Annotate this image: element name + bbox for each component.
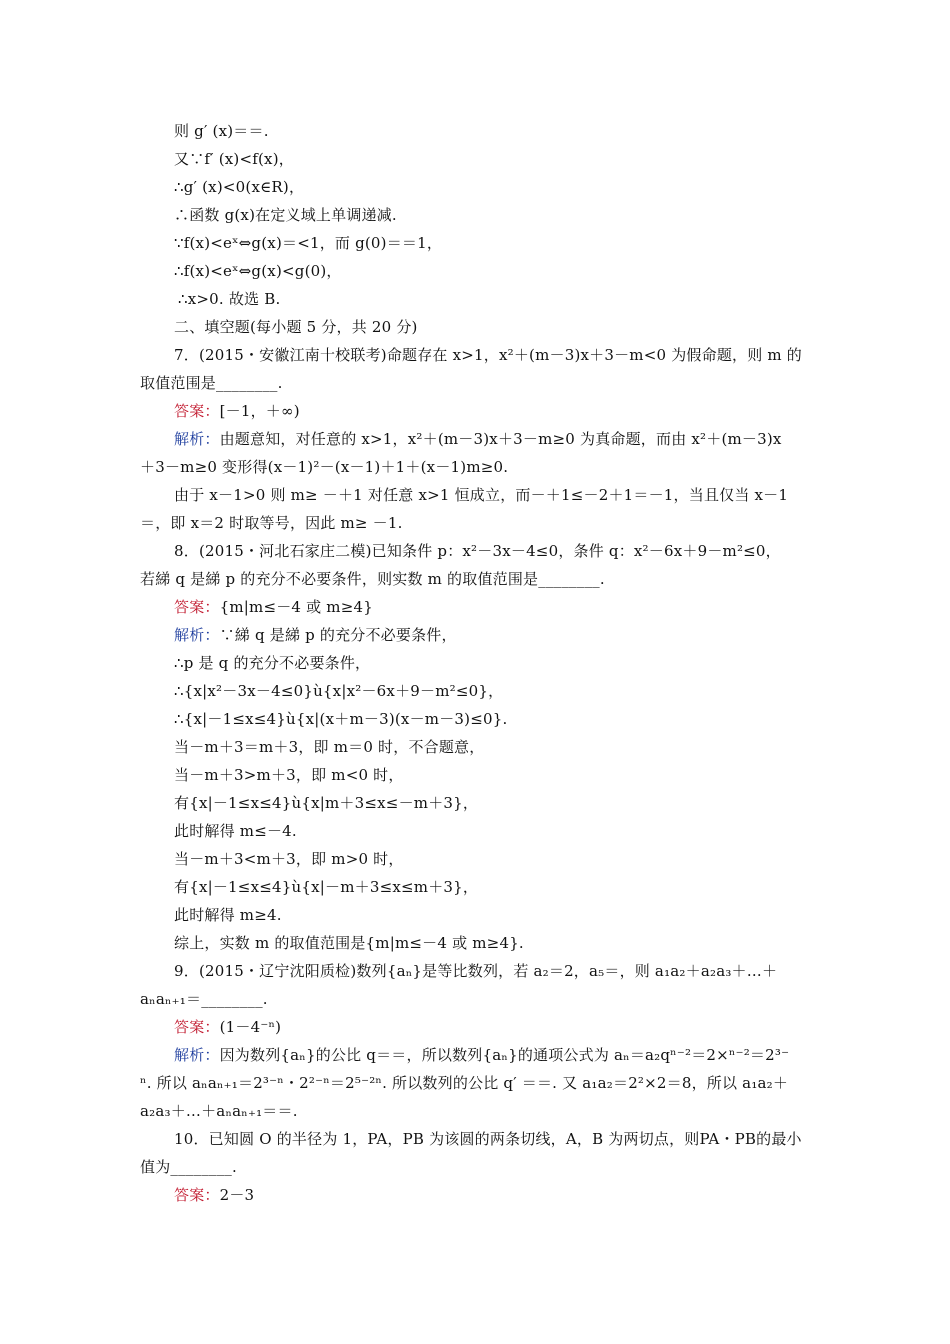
text-line: ∴p 是 q 的充分不必要条件， [174,654,371,672]
text-line: 有{x|－1≤x≤4}ù{x|－m＋3≤x≤m＋3}， [174,878,479,896]
text-line: ∴x>0. 故选 B. [178,290,281,308]
text-line: ∴{x|x²－3x－4≤0}ù{x|x²－6x＋9－m²≤0}， [174,682,504,700]
text-line: 则 g′ (x)＝＝. [174,122,269,140]
text-line: ∵f(x)<eˣ⇔g(x)＝<1，而 g(0)＝＝1， [174,234,443,252]
answer-8 [174,597,373,617]
question-9: 9．(2015・辽宁沈阳质检)数列{aₙ}是等比数列，若 a₂＝2，a₅＝，则 a₁a₂＋a₂a₃＋…＋ [174,962,778,980]
text-line: ∴函数 g(x)在定义域上单调递减. [174,206,397,224]
analysis-label: 解析： [174,626,220,644]
analysis-text: ∵綈 q 是綈 p 的充分不必要条件， [219,626,457,644]
analysis-label: 解析： [174,1046,220,1064]
analysis-label: 解析： [174,430,220,448]
answer-text: [－1，＋∞) [219,402,300,420]
text-line: 若綈 q 是綈 p 的充分不必要条件，则实数 m 的取值范围是________. [140,570,605,588]
text-line: aₙaₙ₊₁＝________. [140,990,268,1008]
question-10: 10．已知圆 O 的半径为 1，PA，PB 为该圆的两条切线，A，B 为两切点，则PA・PB的最小 [174,1130,802,1148]
text-line: a₂a₃＋…＋aₙaₙ₊₁＝＝. [140,1102,298,1120]
text-line: ＝，即 x＝2 时取等号，因此 m≥ －1. [140,514,403,532]
answer-text: {m|m≤－4 或 m≥4} [219,598,373,616]
text-line: 当－m＋3＝m＋3，即 m＝0 时，不合题意， [174,738,485,756]
text-line: ∴f(x)<eˣ⇔g(x)<g(0)， [174,262,342,280]
text-line: 值为________. [140,1158,237,1176]
question-7: 7．(2015・安徽江南十校联考)命题存在 x>1，x²＋(m－3)x＋3－m<0 为假命题，则 m 的 [174,346,802,364]
analysis-text: 因为数列{aₙ}的公比 q＝＝，所以数列{aₙ}的通项公式为 aₙ＝a₂qⁿ⁻²＝2×ⁿ⁻²＝2³⁻ [219,1046,790,1064]
text-line: ⁿ. 所以 aₙaₙ₊₁＝2³⁻ⁿ・2²⁻ⁿ＝2⁵⁻²ⁿ. 所以数列的公比 q′ ＝＝. 又 a₁a₂＝2²×2＝8，所以 a₁a₂＋ [140,1074,789,1092]
text-line: 有{x|－1≤x≤4}ù{x|m＋3≤x≤－m＋3}， [174,794,479,812]
answer-label: 答案： [174,1186,220,1204]
answer-label: 答案： [174,598,220,616]
text-line: 综上，实数 m 的取值范围是{m|m≤－4 或 m≥4}. [174,934,524,952]
text-line: 由于 x－1>0 则 m≥ －＋1 对任意 x>1 恒成立，而－＋1≤－2＋1＝－1，当且仅当 x－1 [174,486,789,504]
text-line: 取值范围是________. [140,374,283,392]
answer-label: 答案： [174,402,220,420]
section-heading: 二、填空题(每小题 5 分，共 20 分) [174,318,418,336]
answer-label: 答案： [174,1018,220,1036]
text-line: 又∵f′ (x)<f(x)， [174,150,294,168]
answer-7 [174,401,300,421]
text-line: ∴{x|－1≤x≤4}ù{x|(x＋m－3)(x－m－3)≤0}. [174,710,508,728]
answer-9 [174,1017,281,1037]
text-line: 当－m＋3>m＋3，即 m<0 时， [174,766,404,784]
answer-text: (1－4⁻ⁿ) [219,1018,282,1036]
text-line: 此时解得 m≤－4. [174,822,297,840]
question-8: 8．(2015・河北石家庄二模)已知条件 p：x²－3x－4≤0，条件 q：x²－6x＋9－m²≤0， [174,542,781,560]
analysis-8 [174,625,457,645]
text-line: 此时解得 m≥4. [174,906,282,924]
text-line: ＋3－m≥0 变形得(x－1)²－(x－1)＋1＋(x－1)m≥0. [140,458,509,476]
text-line: ∴g′ (x)<0(x∈R)， [174,178,305,196]
analysis-text: 由题意知，对任意的 x>1，x²＋(m－3)x＋3－m≥0 为真命题，而由 x²＋(m－3)x [219,430,782,448]
answer-text: 2－3 [219,1186,255,1204]
text-line: 当－m＋3<m＋3，即 m>0 时， [174,850,404,868]
analysis-7 [174,429,782,449]
analysis-9 [174,1045,789,1065]
answer-10 [174,1185,254,1205]
